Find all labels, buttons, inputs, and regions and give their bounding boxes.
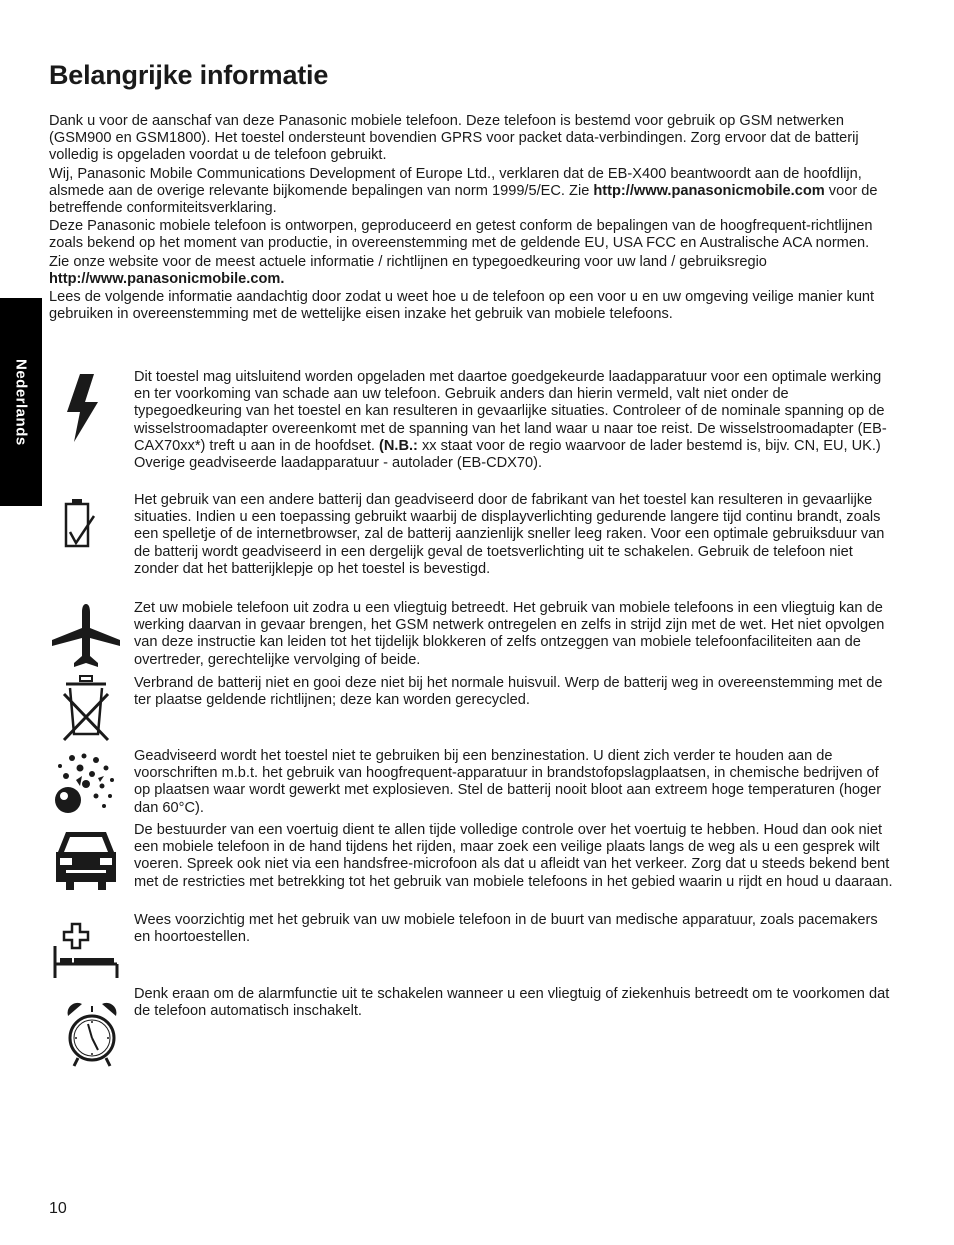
intro-paragraph: Deze Panasonic mobiele telefoon is ontworpen, geproduceerd en getest conform de bepalingen van de hoogfrequent-richtlijnen zoals bekend op het moment van productie, in overeenstemming met de geldende EU, USA FCC en Australische ACA normen. [49,218,873,252]
language-label: Nederlands [12,358,30,446]
hospital-bed-icon [52,920,120,980]
safety-item-text: De bestuurder van een voertuig dient te allen tijde volledige controle over het voertuig te hebben. Houd dan ook niet een mobiele telefoon in de hand tijdens het rijden, maar zoek een veilige plaats langs de weg als u een gesprek wilt voeren. Spreek ook niet via een handsfree-microfoon als dat u afleidt van het verkeer. Zorg dat u steeds bekend bent met de restricties met betrekking tot het gebruik van mobiele telefoons in het gebied waarin u rijdt en houd u daaraan. [134,822,893,890]
car-icon [52,826,120,892]
safety-item-text: Denk eraan om de alarmfunctie uit te schakelen wanneer u een vliegtuig of ziekenhuis betreedt om te voorkomen dat de telefoon automatisch inschakelt. [134,986,890,1020]
safety-item-text: Geadviseerd wordt het toestel niet te gebruiken bij een benzinestation. U dient zich verder te houden aan de voorschriften m.b.t. het gebruik van hoogfrequent-apparatuur in brandstofopslagplaatsen, in chemische bedrijven of op plaatsen waar wordt gewerkt met explosieven. Stel de batterij nooit bloot aan extreem hoge temperaturen (hoger dan 60°C). [134,748,882,816]
page-number: 10 [49,1200,67,1217]
intro-paragraph: Dank u voor de aanschaf van deze Panasonic mobiele telefoon. Deze telefoon is bestemd voor gebruik op GSM netwerken (GSM900 en GSM1800). Het toestel ondersteunt bovendien GPRS voor packet data-verbindingen. Zorg ervoor dat de batterij volledig is opgeladen voordat u de telefoon gebruikt. [49,113,859,164]
intro-section [49,113,894,324]
explosion-icon [52,750,120,818]
language-side-tab [0,298,42,506]
intro-paragraph: Wij, Panasonic Mobile Communications Development of Europe Ltd., verklaren dat de EB-X400 beantwoordt aan de hoofdlijn, alsmede aan de overige relevante bijkomende bepalingen van norm 1999/5/EC. Zie http://www.panasonicmobile.com voor de betreffende conformiteitsverklaring. [49,165,878,217]
website-link: http://www.panasonicmobile.com. [49,270,285,287]
lightning-bolt-icon [58,372,108,444]
airplane-icon [50,602,122,670]
intro-paragraph: Zie onze website voor de meest actuele informatie / richtlijnen en typegoedkeuring voor uw land / gebruiksregio http://www.panasonicmobile.com. [49,253,767,287]
intro-paragraph: Lees de volgende informatie aandachtig door zodat u weet hoe u de telefoon op een voor u en uw omgeving veilige manier kunt gebruiken in overeenstemming met de wettelijke eisen inzake het gebruik van mobiele telefoons. [49,289,875,323]
safety-item-text: Zet uw mobiele telefoon uit zodra u een vliegtuig betreedt. Het gebruik van mobiele telefoons in een vliegtuig kan de werking daarvan in gevaar brengen, het GSM netwerk ontregelen en zelfs in strijd zijn met de wet. Het niet opvolgen van deze instructie kan leiden tot het tijdelijk blokkeren of zelfs ontzeggen van mobiele telefoonfaciliteiten aan de overtreder, gerechtelijke vervolging of beide. [134,600,885,668]
safety-item-text: Wees voorzichtig met het gebruik van uw mobiele telefoon in de buurt van medische apparatuur, zoals pacemakers en hoortoestellen. [134,912,878,946]
crossed-out-bin-icon [60,674,112,744]
safety-item-text: Het gebruik van een andere batterij dan geadviseerd door de fabrikant van het toestel kan resulteren in gevaarlijke situaties. Indien u een toepassing gebruikt waarbij de displayverlichting gedurende langere tijd continu brandt, zoals een spelletje of de internetbrowser, zal de batterij aanzienlijk sneller leeg raken. Voor een optimale gebruiksduur van de batterij wordt geadviseerd in een dergelijk geval de toetsverlichting uit te schakelen. Gebruik de telefoon niet zonder dat het batterijklepje op het toestel is bevestigd. [134,492,885,577]
safety-item-text: Dit toestel mag uitsluitend worden opgeladen met daartoe goedgekeurde laadapparatuur voor een optimale werking en ter voorkoming van schade aan uw telefoon. Gebruik anders dan hierin vermeld, valt niet onder de typegoedkeuring van het toestel en kan resulteren in gevaarlijke situaties. Controleer of de nominale spanning op de wisselstroomadapter overeenkomt met de spanning van het land waar u naar toe reist. De wisselstroomadapter (EB-CAX70xx*) treft u aan in de hoofdset. (N.B.: xx staat voor de regio waarvoor de lader bestemd is, bijv. CN, EU, UK.) Overige geadviseerde laadapparatuur - autolader (EB-CDX70). [134,369,887,472]
alarm-clock-icon [64,1000,120,1068]
page-title: Belangrijke informatie [49,60,329,90]
website-link: http://www.panasonicmobile.com [593,182,825,199]
battery-check-icon [62,498,98,550]
safety-item-text: Verbrand de batterij niet en gooi deze niet bij het normale huisvuil. Werp de batterij weg in overeenstemming met de ter plaatse geldende richtlijnen; deze kan worden gerecycled. [134,675,883,709]
